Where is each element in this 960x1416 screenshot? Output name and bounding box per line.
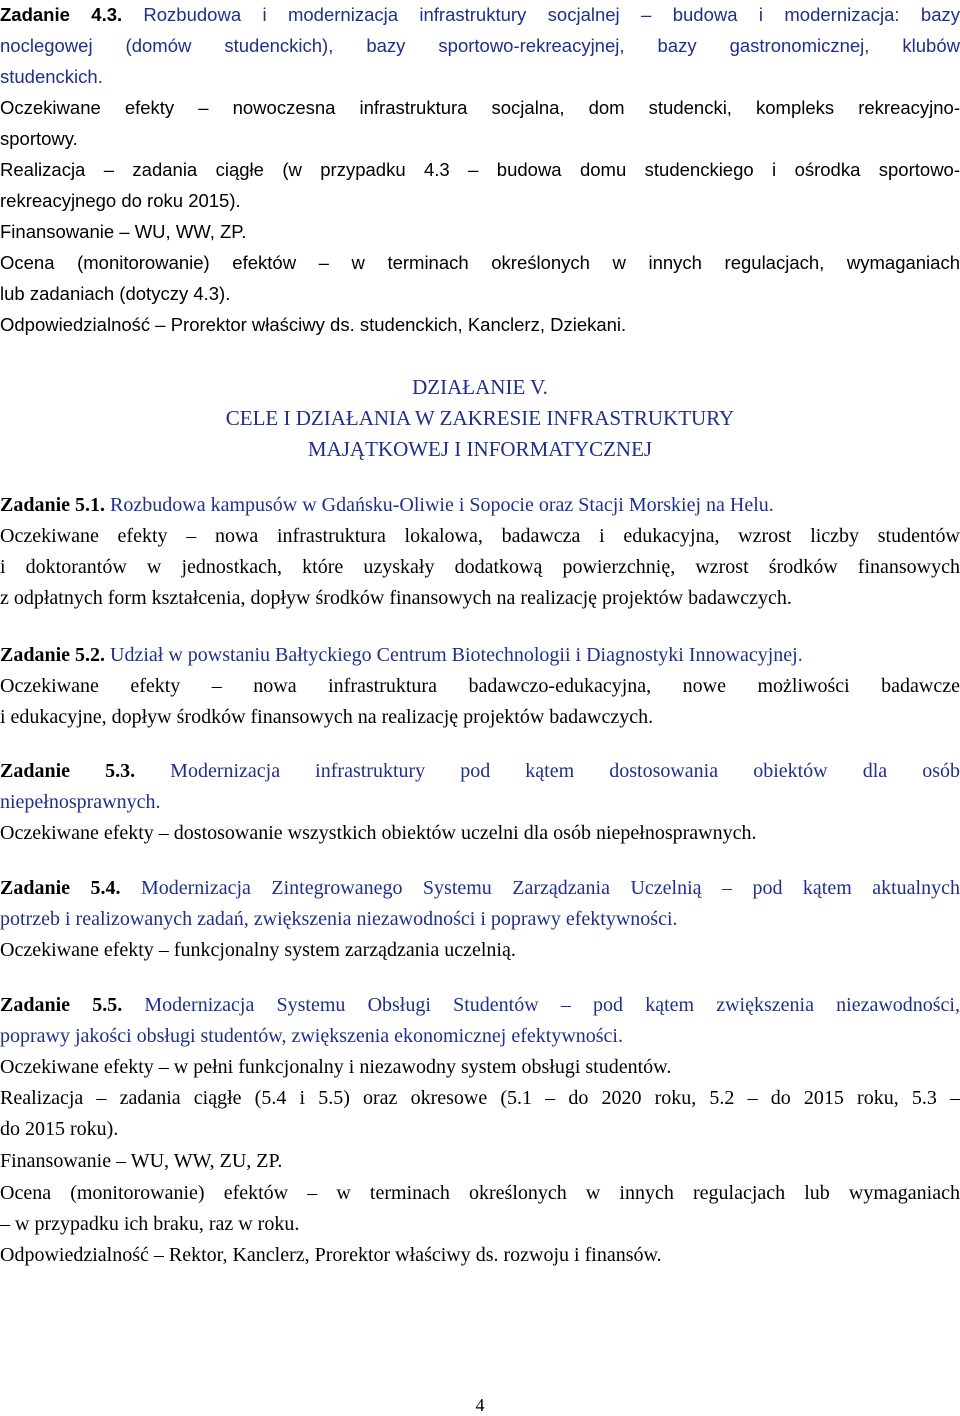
text-line: Oczekiwane efekty – w pełni funkcjonalny i niezawodny system obsługi studentów. — [0, 1056, 672, 1078]
text-line: Ocena (monitorowanie) efektów – w terminach określonych w innych regulacjach lub wymaganiach — [0, 1182, 960, 1204]
text-line: Ocena (monitorowanie) efektów – w terminach określonych w innych regulacjach, wymaganiach — [0, 252, 960, 273]
text-line: niepełnosprawnych. — [0, 791, 161, 813]
text-line: Realizacja – zadania ciągłe (5.4 i 5.5) oraz okresowe (5.1 – do 2020 roku, 5.2 – do 2015 roku, 5.3 – — [0, 1087, 960, 1109]
text-line: Oczekiwane efekty – nowa infrastruktura badawczo-edukacyjna, nowe możliwości badawcze — [0, 675, 960, 697]
task-4-3-line — [0, 2, 960, 28]
task-heading: Zadanie 5.4. — [0, 877, 121, 899]
task-heading: Zadanie 5.5. — [0, 994, 123, 1016]
text-line: Oczekiwane efekty – dostosowanie wszystkich obiektów uczelni dla osób niepełnosprawnych. — [0, 822, 757, 844]
text-line: studenckich. — [0, 66, 103, 87]
text-line: Odpowiedzialność – Rektor, Kanclerz, Prorektor właściwy ds. rozwoju i finansów. — [0, 1244, 662, 1266]
task-5-1-line — [0, 492, 960, 518]
task-title: Modernizacja infrastruktury pod kątem dostosowania obiektów dla osób — [170, 760, 960, 782]
text-line: Oczekiwane efekty – funkcjonalny system zarządzania uczelnią. — [0, 939, 516, 961]
task-5-2-line — [0, 642, 960, 668]
text-line: Oczekiwane efekty – nowoczesna infrastruktura socjalna, dom studencki, kompleks rekreacyjno- — [0, 97, 960, 118]
text-line: sportowy. — [0, 128, 78, 149]
text-line: i doktorantów w jednostkach, które uzyskały dodatkową powierzchnię, wzrost środków finansowych — [0, 556, 960, 578]
task-title: Rozbudowa i modernizacja infrastruktury socjalnej – budowa i modernizacja: bazy — [143, 4, 960, 25]
text-line: rekreacyjnego do roku 2015). — [0, 190, 241, 211]
task-heading: Zadanie 5.1. — [0, 494, 106, 516]
task-title: Modernizacja Systemu Obsługi Studentów – pod kątem zwiększenia niezawodności, — [144, 994, 960, 1016]
task-title: Rozbudowa kampusów w Gdańsku-Oliwie i Sopocie oraz Stacji Morskiej na Helu. — [110, 494, 774, 516]
task-heading: Zadanie 5.2. — [0, 644, 106, 666]
text-line: i edukacyjne, dopływ środków finansowych na realizację projektów badawczych. — [0, 706, 654, 728]
text-line: do 2015 roku). — [0, 1118, 119, 1140]
text-line: poprawy jakości obsługi studentów, zwiększenia ekonomicznej efektywności. — [0, 1025, 623, 1047]
action-title: DZIAŁANIE V. — [412, 375, 548, 399]
text-line: Oczekiwane efekty – nowa infrastruktura lokalowa, badawcza i edukacyjna, wzrost liczby studentów — [0, 525, 960, 547]
text-line: Odpowiedzialność – Prorektor właściwy ds. studenckich, Kanclerz, Dziekani. — [0, 314, 627, 335]
text-line: z odpłatnych form kształcenia, dopływ środków finansowych na realizację projektów badawczych. — [0, 587, 792, 609]
text-line: lub zadaniach (dotyczy 4.3). — [0, 283, 231, 304]
text-line: – w przypadku ich braku, raz w roku. — [0, 1213, 300, 1235]
action-subtitle: CELE I DZIAŁANIA W ZAKRESIE INFRASTRUKTURY — [225, 406, 735, 430]
text-line: Realizacja – zadania ciągłe (w przypadku 4.3 – budowa domu studenckiego i ośrodka sportowo- — [0, 159, 960, 180]
task-heading: Zadanie 5.3. — [0, 760, 136, 782]
text-line: potrzeb i realizowanych zadań, zwiększenia niezawodności i poprawy efektywności. — [0, 908, 678, 930]
text-line: noclegowej (domów studenckich), bazy sportowo-rekreacyjnej, bazy gastronomicznej, klubów — [0, 35, 960, 56]
page-number: 4 — [475, 1395, 485, 1415]
task-5-3-line — [0, 758, 960, 784]
task-title: Udział w powstaniu Bałtyckiego Centrum Biotechnologii i Diagnostyki Innowacyjnej. — [110, 644, 803, 666]
action-subtitle: MAJĄTKOWEJ I INFORMATYCZNEJ — [307, 437, 653, 461]
text-line: Finansowanie – WU, WW, ZP. — [0, 221, 247, 242]
task-heading: Zadanie 4.3. — [0, 4, 123, 25]
task-5-5-line — [0, 992, 960, 1018]
task-5-4-line — [0, 875, 960, 901]
task-title: Modernizacja Zintegrowanego Systemu Zarządzania Uczelnią – pod kątem aktualnych — [140, 877, 960, 899]
text-line: Finansowanie – WU, WW, ZU, ZP. — [0, 1150, 283, 1172]
